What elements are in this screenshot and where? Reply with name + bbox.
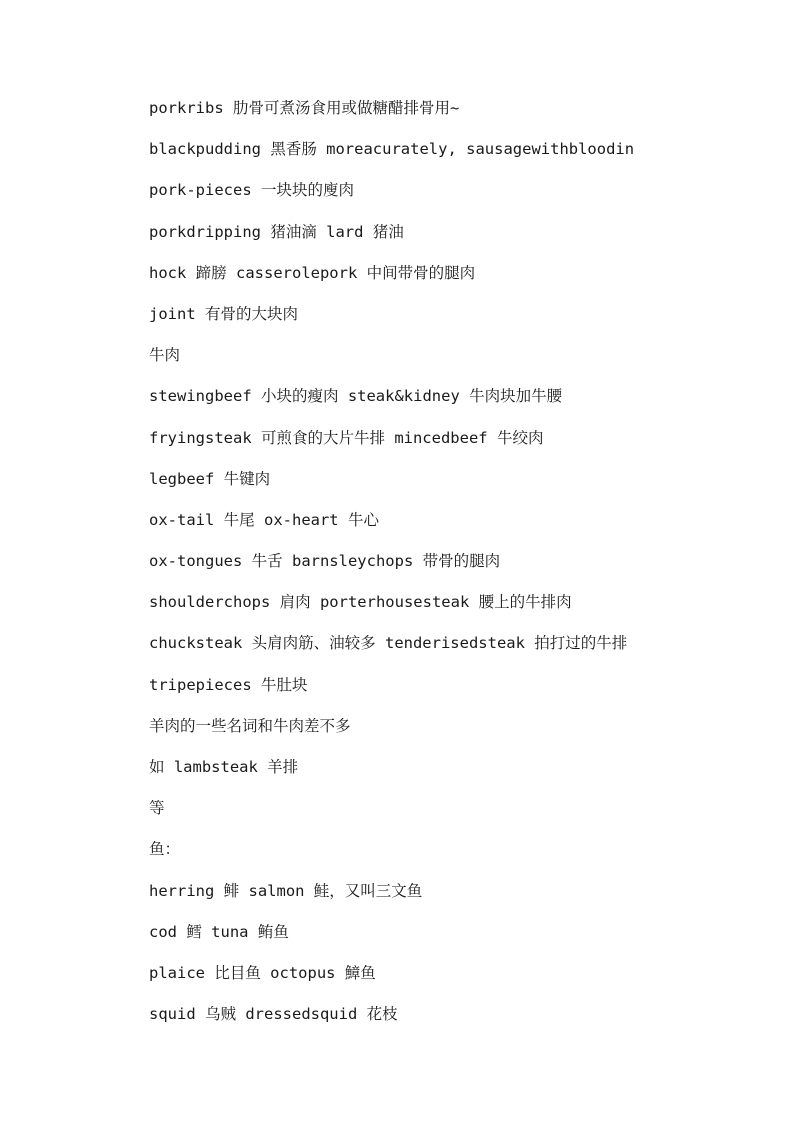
text-line: joint 有骨的大块肉 — [149, 304, 298, 323]
text-line: porkribs 肋骨可煮汤食用或做糖醋排骨用~ — [149, 99, 460, 117]
text-line: herring 鲱 salmon 鲑，又叫三文鱼 — [149, 881, 423, 900]
text-line: shoulderchops 肩肉 porterhousesteak 腰上的牛排肉 — [149, 593, 572, 612]
text-line: porkdripping 猪油滴 lard 猪油 — [149, 222, 404, 241]
text-line: plaice 比目鱼 octopus 鱆鱼 — [149, 963, 376, 982]
text-line: pork-pieces 一块块的廋肉 — [149, 181, 354, 200]
text-line: blackpudding 黑香肠 moreacurately, sausagewithbloodin — [149, 140, 635, 159]
text-line: chucksteak 头肩肉筋、油较多 tenderisedsteak 拍打过的牛排 — [149, 634, 628, 653]
text-line: ox-tail 牛尾 ox-heart 牛心 — [149, 510, 379, 529]
text-line: squid 乌贼 dressedsquid 花枝 — [149, 1005, 398, 1024]
text-line: legbeef 牛键肉 — [149, 469, 271, 488]
text-line: fryingsteak 可煎食的大片牛排 mincedbeef 牛绞肉 — [149, 428, 544, 447]
text-lines — [149, 92, 769, 1039]
text-line: cod 鳕 tuna 鲔鱼 — [149, 922, 289, 941]
section-heading-beef: 牛肉 — [149, 346, 181, 365]
text-line: 羊肉的一些名词和牛肉差不多 — [149, 716, 351, 735]
text-line: tripepieces 牛肚块 — [149, 675, 308, 694]
text-line: 如 lambsteak 羊排 — [149, 758, 299, 776]
section-heading-fish: 鱼： — [149, 840, 181, 859]
text-line: hock 蹄膀 casserolepork 中间带骨的腿肉 — [149, 263, 476, 282]
text-line: stewingbeef 小块的瘦肉 steak&kidney 牛肉块加牛腰 — [149, 387, 563, 406]
text-line: 等 — [149, 799, 165, 818]
text-line: ox-tongues 牛舌 barnsleychops 带骨的腿肉 — [149, 552, 501, 571]
